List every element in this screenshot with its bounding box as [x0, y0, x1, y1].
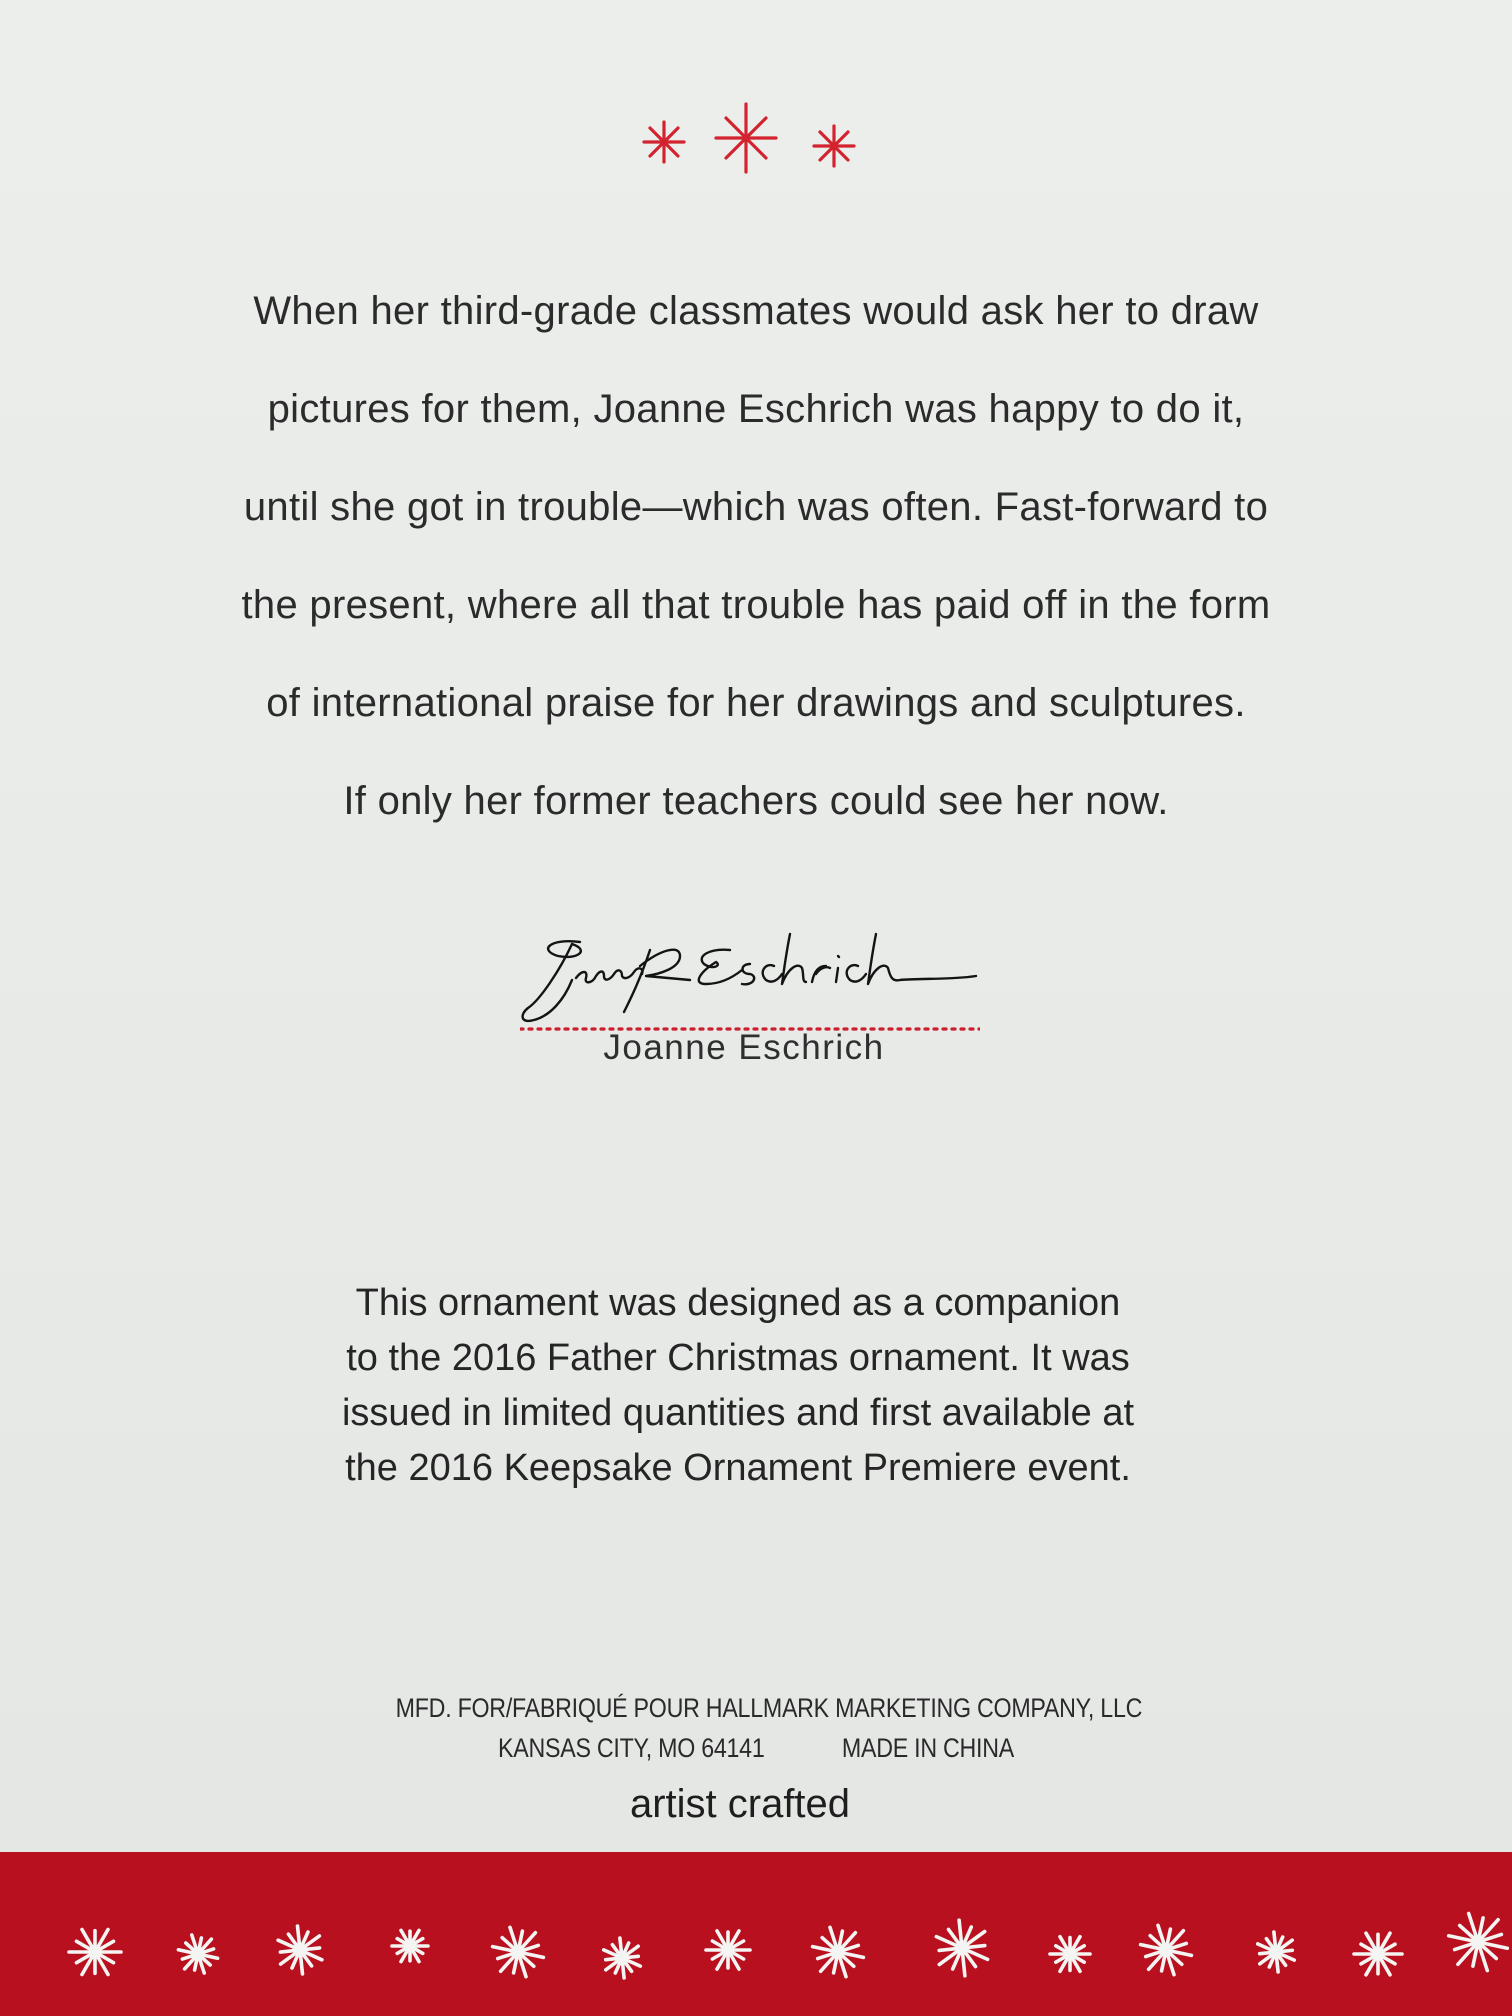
manufacturer-legal-text — [0, 1688, 1512, 1768]
story-line: until she got in trouble—which was often. Fast-forward to — [243, 485, 1269, 529]
white-snowflake-stars-icon — [0, 1852, 1512, 2016]
white-star-icon — [936, 1920, 987, 1976]
companion-line: the 2016 Keepsake Ornament Premiere event. — [345, 1447, 1131, 1489]
signature-printed-name: Joanne Eschrich — [603, 1028, 885, 1067]
story-line: pictures for them, Joanne Eschrich was happy to do it, — [267, 387, 1245, 431]
red-footer-band — [0, 1852, 1512, 2016]
white-star-icon — [278, 1926, 322, 1974]
white-star-icon — [1449, 1914, 1508, 1971]
legal-manufacturer-line: MFD. FOR/FABRIQUÉ POUR HALLMARK MARKETING COMPANY, LLC — [395, 1693, 1143, 1723]
story-line: If only her former teachers could see her now. — [343, 779, 1169, 823]
large-star-center-icon — [716, 104, 776, 172]
legal-origin: MADE IN CHINA — [841, 1733, 1014, 1763]
white-star-icon — [392, 1930, 428, 1961]
white-star-icon — [178, 1935, 217, 1973]
white-star-icon — [69, 1930, 121, 1975]
companion-line: to the 2016 Father Christmas ornament. It was — [346, 1337, 1130, 1379]
companion-line: issued in limited quantities and first available at — [341, 1392, 1135, 1434]
white-star-icon — [1050, 1937, 1090, 1972]
small-star-left-icon — [644, 122, 684, 162]
white-star-icon — [1258, 1932, 1295, 1972]
legal-address-line — [106, 1728, 1406, 1768]
white-star-icon — [493, 1927, 544, 1976]
handwritten-signature — [520, 920, 980, 1040]
white-star-icon — [706, 1931, 750, 1969]
story-line: of international praise for her drawings and sculptures. — [266, 681, 1246, 725]
legal-address: KANSAS CITY, MO 64141 — [498, 1733, 765, 1763]
story-paragraph — [120, 262, 1392, 850]
white-star-icon — [604, 1938, 641, 1978]
story-line: When her third-grade classmates would ask her to draw — [253, 289, 1259, 333]
companion-note — [0, 1276, 1476, 1496]
artist-crafted-tagline: artist crafted — [629, 1782, 851, 1826]
white-star-icon — [813, 1927, 864, 1976]
three-red-stars-icon — [0, 100, 1512, 190]
companion-line: This ornament was designed as a companion — [355, 1282, 1121, 1324]
small-star-right-icon — [814, 126, 854, 166]
white-star-icon — [1141, 1925, 1192, 1974]
story-line: the present, where all that trouble has paid off in the form — [241, 583, 1271, 627]
white-star-icon — [1354, 1933, 1402, 1975]
